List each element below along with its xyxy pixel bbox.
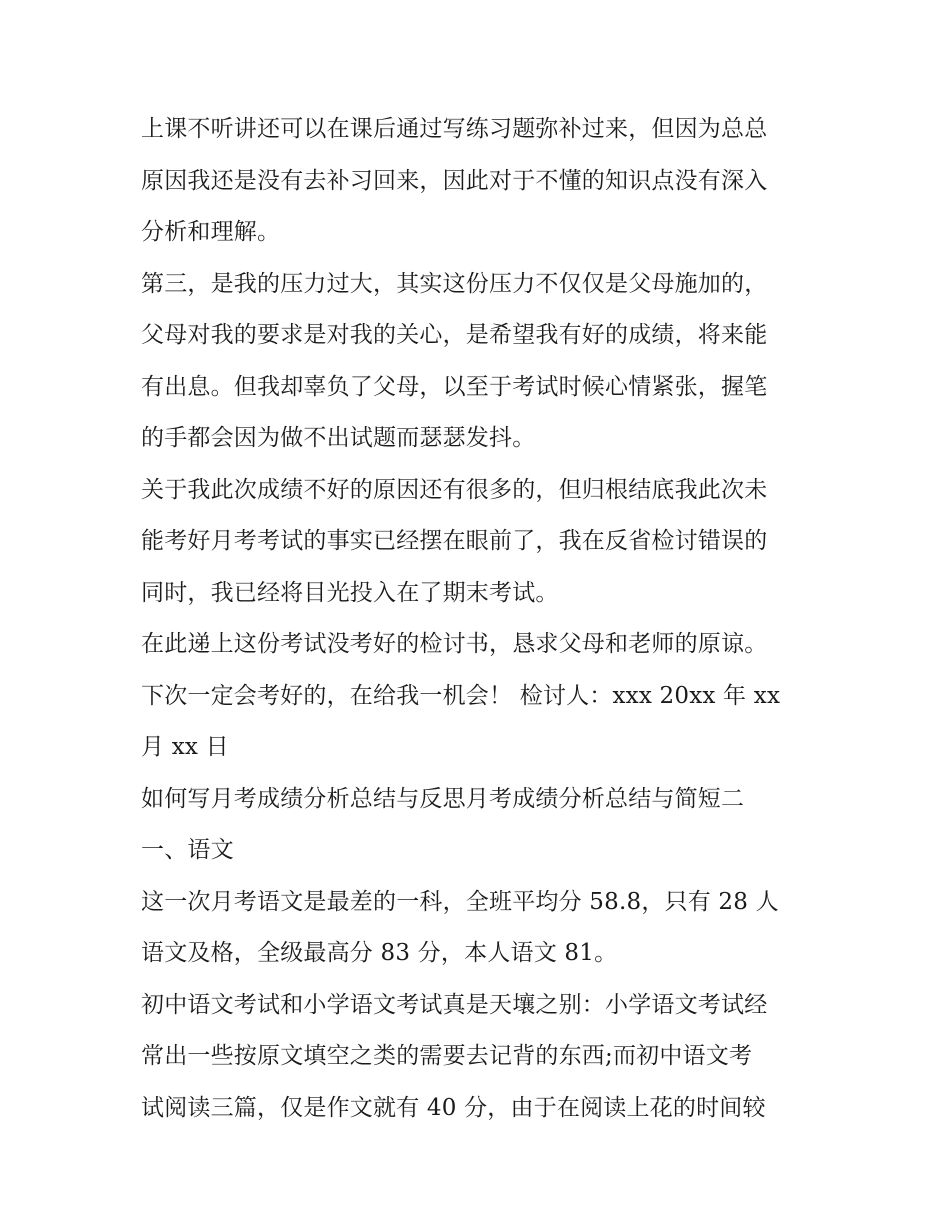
text-line: 同时，我已经将目光投入在了期末考试。 (141, 579, 559, 606)
text-line: 一、语文 (141, 837, 234, 863)
text-line: 常出一些按原文填空之类的需要去记背的东西;而初中语文考 (141, 1043, 753, 1069)
text-line: 下次一定会考好的，在给我一机会！ 检讨人：xxx 20xx 年 xx (141, 682, 781, 709)
text-line: 上课不听讲还可以在课后通过写练习题弥补过来，但因为总总 (141, 116, 768, 142)
text-line: 父母对我的要求是对我的关心，是希望我有好的成绩，将来能 (141, 322, 768, 348)
text-line: 在此递上这份考试没考好的检讨书，恳求父母和老师的原谅。 (141, 631, 768, 657)
text-line: 第三，是我的压力过大，其实这份压力不仅仅是父母施加的， (141, 270, 768, 297)
text-line: 初中语文考试和小学语文考试真是天壤之别：小学语文考试经 (141, 991, 768, 1018)
document-body (141, 104, 821, 1134)
text-line: 关于我此次成绩不好的原因还有很多的，但归根结底我此次未 (141, 476, 768, 503)
text-line: 分析和理解。 (141, 219, 281, 245)
text-line: 有出息。但我却辜负了父母，以至于考试时候心情紧张，握笔 (141, 373, 768, 400)
text-line: 如何写月考成绩分析总结与反思月考成绩分析总结与简短二 (141, 785, 745, 812)
text-line: 试阅读三篇，仅是作文就有 40 分，由于在阅读上花的时间较 (141, 1094, 766, 1121)
text-line: 原因我还是没有去补习回来，因此对于不懂的知识点没有深入 (141, 167, 768, 194)
text-line: 这一次月考语文是最差的一科，全班平均分 58.8，只有 28 人 (141, 888, 779, 915)
text-line: 月 xx 日 (141, 734, 229, 760)
text-line: 能考好月考考试的事实已经摆在眼前了，我在反省检讨错误的 (141, 528, 768, 554)
text-line: 语文及格，全级最高分 83 分，本人语文 81。 (141, 940, 618, 966)
text-line: 的手都会因为做不出试题而瑟瑟发抖。 (141, 425, 536, 451)
